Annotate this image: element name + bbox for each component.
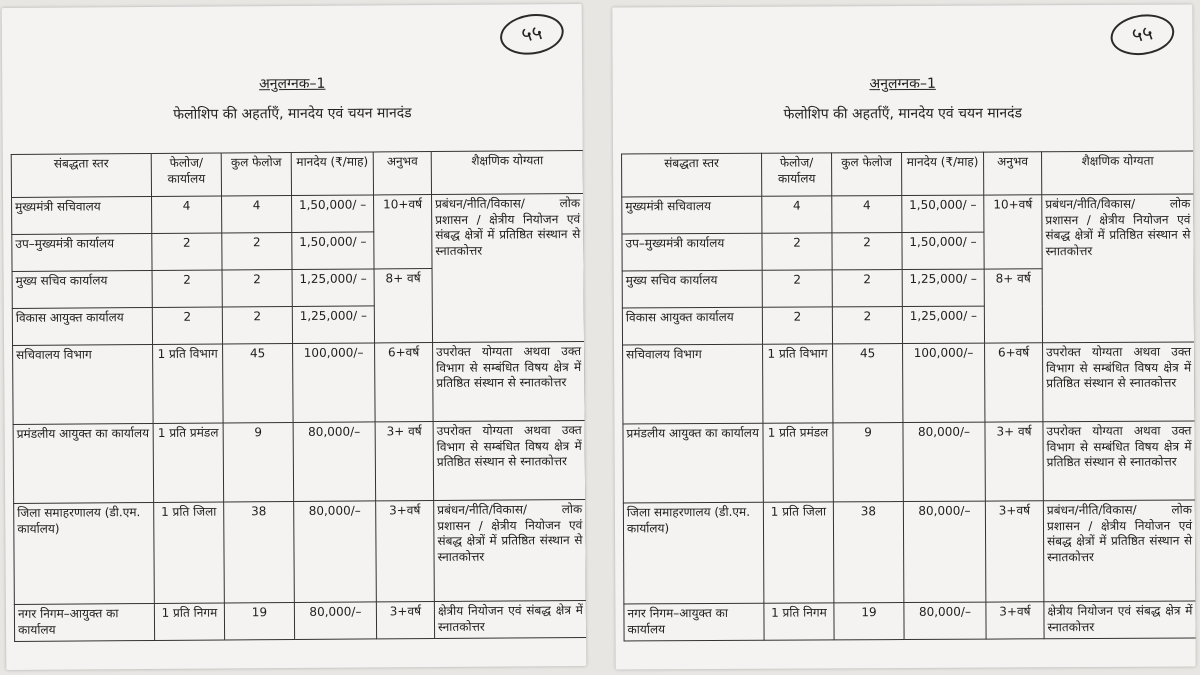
fellowship-table (11, 150, 587, 642)
per-office-cell: 2 (152, 307, 222, 344)
header-cell: फेलोज/ कार्यालय (151, 153, 221, 196)
handwritten-page-number: ५५ (1108, 10, 1177, 59)
level-cell: नगर निगम–आयुक्त का कार्यालय (14, 603, 154, 641)
per-office-cell: 2 (762, 270, 832, 307)
stipend-cell: 100,000/– (293, 343, 376, 423)
header-cell: मानदेय (₹/माह) (291, 152, 373, 196)
header-cell: कुल फेलोज (221, 153, 291, 196)
experience-cell: 8+ वर्ष (984, 269, 1042, 343)
qualification-cell: उपरोक्त योग्यता अथवा उक्त विभाग से सम्बंधित विषय क्षेत्र में प्रतिष्ठित संस्थान से स्नातकोत्तर (1043, 421, 1195, 501)
per-office-cell: 1 प्रति प्रमंडल (763, 423, 833, 502)
stipend-cell: 1,50,000/ – (292, 232, 374, 270)
level-cell: मुख्यमंत्री सचिवालय (12, 196, 152, 234)
level-cell: उप–मुख्यमंत्री कार्यालय (12, 233, 152, 271)
document-photo-left (2, 4, 587, 670)
stipend-cell: 1,25,000/ – (902, 269, 984, 306)
fellowship-table (621, 150, 1196, 641)
level-cell: जिला समाहरणालय (डी.एम. कार्यालय) (623, 502, 764, 604)
table-row (13, 341, 586, 424)
stipend-cell: 80,000/– (904, 602, 986, 639)
stipend-cell: 1,50,000/ – (902, 195, 984, 232)
total-cell: 2 (222, 233, 292, 270)
per-office-cell: 1 प्रति विभाग (763, 344, 833, 423)
table-row (623, 500, 1195, 604)
experience-cell: 10+वर्ष (374, 195, 433, 269)
qualification-cell: उपरोक्त योग्यता अथवा उक्त विभाग से सम्बंधित विषय क्षेत्र में प्रतिष्ठित संस्थान से स्नातकोत्तर (1043, 342, 1195, 422)
experience-cell: 3+वर्ष (376, 602, 434, 639)
total-cell: 9 (833, 423, 903, 502)
per-office-cell: 1 प्रति विभाग (153, 344, 224, 423)
stipend-cell: 1,25,000/ – (292, 269, 374, 307)
annexure-heading: अनुलग्नक–1 (259, 75, 326, 93)
stipend-cell: 80,000/– (903, 501, 986, 602)
stipend-cell: 80,000/– (903, 422, 985, 501)
table-row (623, 421, 1195, 503)
stipend-cell: 80,000/– (293, 422, 376, 502)
header-cell: संबद्धता स्तर (11, 153, 151, 197)
per-office-cell: 2 (152, 233, 222, 270)
stipend-cell: 1,50,000/ – (902, 232, 984, 269)
header-cell: अनुभव (984, 152, 1042, 195)
per-office-cell: 1 प्रति जिला (154, 502, 225, 603)
table-header-row (11, 150, 583, 197)
header-cell: मानदेय (₹/माह) (902, 152, 984, 195)
qualification-cell: प्रबंधन/नीति/विकास/ लोक प्रशासन / क्षेत्रीय नियोजन एवं संबद्ध क्षेत्रों में प्रतिष्ठित संस्थान से स्नातकोत्तर (1042, 194, 1195, 343)
total-cell: 9 (223, 423, 294, 502)
total-cell: 19 (224, 603, 294, 640)
header-cell: फेलोज/ कार्यालय (762, 153, 832, 196)
level-cell: नगर निगम–आयुक्त का कार्यालय (624, 603, 764, 641)
experience-cell: 6+वर्ष (985, 343, 1043, 422)
per-office-cell: 4 (152, 196, 222, 233)
handwritten-page-number: ५५ (497, 10, 566, 59)
level-cell: मुख्यमंत्री सचिवालय (622, 196, 762, 234)
level-cell: सचिवालय विभाग (13, 344, 154, 424)
per-office-cell: 1 प्रति निगम (154, 603, 224, 640)
per-office-cell: 1 प्रति प्रमंडल (153, 423, 224, 502)
total-cell: 38 (833, 502, 904, 603)
stipend-cell: 1,50,000/ – (292, 195, 374, 233)
table-header-row (622, 151, 1194, 197)
header-cell: शैक्षणिक योग्यता (1042, 151, 1194, 195)
per-office-cell: 2 (762, 307, 832, 344)
stipend-cell: 80,000/– (294, 602, 376, 640)
table-row (623, 342, 1195, 424)
level-cell: सचिवालय विभाग (623, 344, 763, 424)
level-cell: उप–मुख्यमंत्री कार्यालय (622, 233, 762, 271)
total-cell: 4 (222, 196, 292, 233)
level-cell: मुख्य सचिव कार्यालय (622, 270, 762, 308)
total-cell: 2 (222, 307, 292, 344)
table-row (624, 601, 1196, 641)
level-cell: विकास आयुक्त कार्यालय (12, 307, 152, 345)
experience-cell: 6+वर्ष (375, 343, 434, 422)
header-cell: अनुभव (373, 152, 431, 195)
table-row (622, 194, 1194, 234)
qualification-cell: प्रबंधन/नीति/विकास/ लोक प्रशासन / क्षेत्रीय नियोजन एवं संबद्ध क्षेत्रों में प्रतिष्ठित संस्थान से स्नातकोत्तर (1043, 500, 1195, 602)
qualification-cell: प्रबंधन/नीति/विकास/ लोक प्रशासन / क्षेत्रीय नियोजन एवं संबद्ध क्षेत्रों में प्रतिष्ठित संस्थान से स्नातकोत्तर (434, 499, 587, 601)
total-cell: 2 (832, 307, 902, 344)
qualification-cell: क्षेत्रीय नियोजन एवं संबद्ध क्षेत्र में स्नातकोत्तर (434, 600, 586, 638)
qualification-cell: उपरोक्त योग्यता अथवा उक्त विभाग से सम्बंधित विषय क्षेत्र में प्रतिष्ठित संस्थान से स्नातकोत्तर (433, 341, 586, 421)
header-cell: संबद्धता स्तर (622, 153, 762, 197)
per-office-cell: 2 (152, 270, 222, 307)
qualification-cell: उपरोक्त योग्यता अथवा उक्त विभाग से सम्बंधित विषय क्षेत्र में प्रतिष्ठित संस्थान से स्नातकोत्तर (433, 420, 586, 500)
per-office-cell: 1 प्रति जिला (763, 502, 834, 603)
stipend-cell: 80,000/– (294, 501, 377, 603)
table-row (12, 193, 584, 234)
table-row (14, 600, 586, 641)
experience-cell: 3+वर्ष (985, 501, 1044, 602)
per-office-cell: 4 (762, 196, 832, 233)
qualification-cell: प्रबंधन/नीति/विकास/ लोक प्रशासन / क्षेत्रीय नियोजन एवं संबद्ध क्षेत्रों में प्रतिष्ठित संस्थान से स्नातकोत्तर (432, 193, 585, 342)
total-cell: 19 (834, 603, 904, 640)
total-cell: 38 (224, 502, 295, 603)
total-cell: 2 (832, 270, 902, 307)
experience-cell: 3+ वर्ष (985, 422, 1043, 501)
qualification-cell: क्षेत्रीय नियोजन एवं संबद्ध क्षेत्र में स्नातकोत्तर (1044, 601, 1196, 639)
experience-cell: 3+वर्ष (986, 602, 1044, 639)
stipend-cell: 1,25,000/ – (902, 306, 984, 343)
header-cell: कुल फेलोज (832, 153, 902, 196)
header-cell: शैक्षणिक योग्यता (431, 150, 583, 194)
level-cell: प्रमंडलीय आयुक्त का कार्यालय (13, 423, 154, 503)
total-cell: 2 (222, 270, 292, 307)
document-subtitle: फेलोशिप की अहर्ताएँ, मानदेय एवं चयन मानदंड (783, 105, 1023, 123)
total-cell: 2 (832, 233, 902, 270)
document-photo-right (612, 4, 1195, 669)
annexure-heading: अनुलग्नक–1 (869, 75, 936, 93)
experience-cell: 3+वर्ष (376, 501, 435, 602)
table-row (13, 420, 586, 503)
per-office-cell: 1 प्रति निगम (764, 603, 834, 640)
experience-cell: 10+वर्ष (984, 195, 1042, 269)
per-office-cell: 2 (762, 233, 832, 270)
level-cell: विकास आयुक्त कार्यालय (622, 307, 762, 345)
level-cell: जिला समाहरणालय (डी.एम. कार्यालय) (14, 502, 155, 604)
table-row (14, 499, 587, 604)
level-cell: प्रमंडलीय आयुक्त का कार्यालय (623, 423, 763, 503)
experience-cell: 3+ वर्ष (375, 422, 434, 501)
total-cell: 45 (223, 344, 294, 423)
document-subtitle: फेलोशिप की अहर्ताएँ, मानदेय एवं चयन मानदंड (173, 105, 412, 123)
experience-cell: 8+ वर्ष (374, 269, 433, 343)
total-cell: 4 (832, 196, 902, 233)
total-cell: 45 (833, 344, 903, 423)
stipend-cell: 100,000/– (903, 343, 985, 422)
stipend-cell: 1,25,000/ – (292, 306, 374, 344)
level-cell: मुख्य सचिव कार्यालय (12, 270, 152, 308)
